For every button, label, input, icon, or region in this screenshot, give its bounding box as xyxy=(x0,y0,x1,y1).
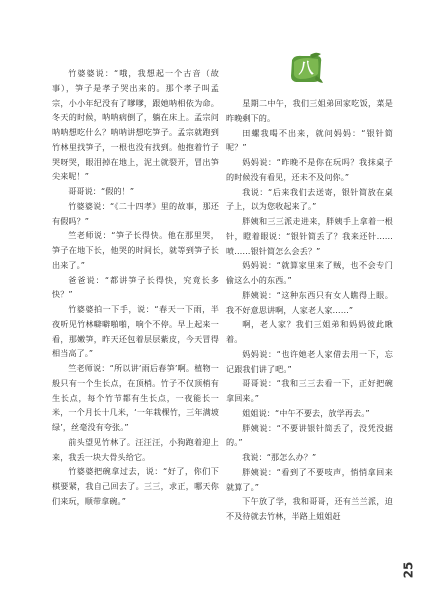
right-column-paragraph: 胖姨说：“不要讲银针简丢了，没凭没据的。” xyxy=(226,422,393,448)
right-column xyxy=(226,96,393,524)
right-column-paragraph: 星期二中午，我们三姐弟回家吃饭，菜是昨晚剩下的。 xyxy=(226,98,393,123)
right-column-paragraph: 妈妈说：“昨晚不是你在玩吗？我抹桌子的时候没有看见，还未不及问你。” xyxy=(226,157,393,182)
right-column-paragraph: 我说：“后来我们去送寄，银针简放在桌子上，以为您收起来了。” xyxy=(226,186,393,212)
right-column-paragraph: 胖姨说：“这种东西只有女人瞧得上眼。我不好意思讲啊，人家老人家……” xyxy=(226,289,393,315)
left-column-paragraph: 竹婆婆说：“哦，我想起一个古音（故事），笋子是孝子哭出来的。那个孝子叫孟宗，小小年纪没有了嗲嗲，跟她呐相依为命。冬天的时候，呐呐病倒了，躺在床上。孟宗问呐呐想吃什么？呐呐讲想吃笋子。孟宗就跑到竹林里找笋子，一根也没有找到。他抱着竹子哭呀哭，眼泪掉在地上，泥土就裂开，冒出笋尖来呢！” xyxy=(52,68,219,182)
right-column-paragraph: 下午放了学，我和哥哥，还有兰兰派，迫不及待就去竹林，半路上姐姐赶 xyxy=(226,496,393,521)
right-column-paragraph: 哥哥说：“我和三三去看一下，正好把碗拿回来。” xyxy=(226,378,393,403)
right-column-paragraph: 妈妈说：“就算家里来了贼，也不会专门偷这么小的东西。” xyxy=(226,260,393,285)
right-column-paragraph: 胖姨和三三派走进来，胖姨手上拿着一根针，瞪着眼说：“银针简丢了？我来还针……喷……银针简怎么会丢？” xyxy=(226,216,393,256)
left-column-paragraph: 竹婆婆说：“《二十四孝》里的故事，那还有假吗？” xyxy=(52,200,219,226)
right-column-paragraph: 我说：“那怎么办？” xyxy=(242,452,317,462)
page-number: 25 xyxy=(401,561,416,579)
right-column-paragraph: 妈妈说：“也许她老人家借去用一下，忘记跟我们讲了吧。” xyxy=(226,348,393,374)
right-column-paragraph: 胖姨说：“看到了不要吱声，悄悄拿回来就算了。” xyxy=(226,466,393,492)
left-column-paragraph: 竹婆婆拍一下手，说：“春天一下雨，半夜听见竹林噼噼啪啪，响个不停。早上起来一看，那嫩笋，昨天还包着层层紫皮，今天冒得相当高了。” xyxy=(52,304,219,359)
right-column-paragraph: 田螺我喝不出来，就问妈妈：“银针简呢？” xyxy=(226,127,393,153)
left-column-paragraph: 哥哥说：“假的！” xyxy=(68,186,135,196)
left-column-paragraph: 爸爸说：“都讲笋子长得快，究竟长多快？” xyxy=(52,274,219,300)
right-column-paragraph: 姐姐说：“中午不要去，放学再去。” xyxy=(242,407,370,418)
left-column-paragraph: 前头望见竹林了。汪汪汪，小狗跑着迎上来，我丢一块大骨头给它。 xyxy=(52,436,219,462)
chapter-number: 八 xyxy=(298,59,314,77)
left-column xyxy=(52,66,219,509)
left-column-paragraph: 竹婆婆把碗拿过去，说：“好了，你们下棋要紧，我自己回去了。三三，求正，哪天你们来玩，顺带拿碗。” xyxy=(52,466,219,506)
left-column-paragraph: 竺老师说：“所以讲‘雨后春笋’啊。植物一般只有一个生长点，在顶梢。竹子不仅顶梢有生长点，每个竹节都有生长点，一夜能长一米，一个月长十几米，‘一年栽棵竹，三年满坡绿’，丝毫没有夸张。” xyxy=(52,363,219,432)
left-column-paragraph: 竺老师说：“笋子长得快。他在那里哭，笋子在地下长，他哭的时间长，就等到笋子长出来了。” xyxy=(52,230,219,270)
chapter-badge xyxy=(288,52,324,84)
right-column-paragraph: 啊，老人家？我们三姐弟和妈妈彼此瞅着。 xyxy=(226,319,393,344)
